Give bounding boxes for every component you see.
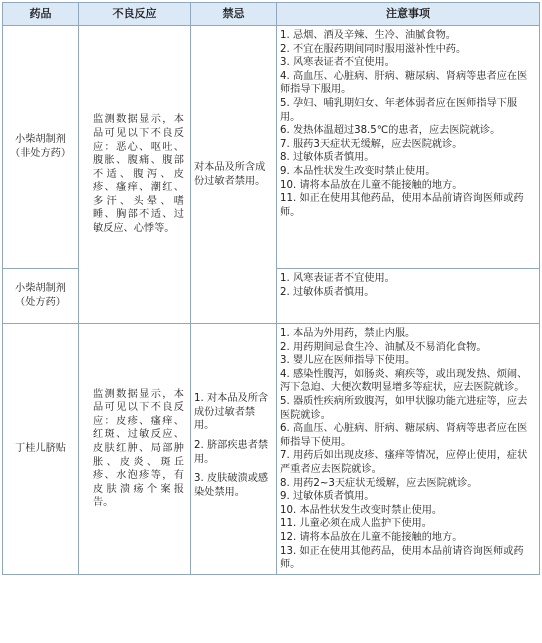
- list-item: 10. 本品性状发生改变时禁止使用。: [280, 504, 443, 516]
- list-item: 3. 风寒表证者不宜使用。: [280, 57, 395, 69]
- list-item: 2. 用药期间忌食生冷、油腻及不易消化食物。: [280, 341, 487, 353]
- precautions-list: [277, 324, 540, 575]
- list-item: 1. 本品为外用药，禁止内服。: [280, 328, 416, 339]
- list-item: 7. 用药后如出现皮疹、瘙痒等情况，应停止使用，症状严重者应去医院就诊。: [280, 450, 528, 475]
- list-item: 6. 发热体温超过38.5℃的患者，应去医院就诊。: [280, 125, 501, 137]
- list-item: 9. 本品性状发生改变时禁止使用。: [280, 165, 436, 177]
- list-item: 1. 忌烟、酒及辛辣、生冷、油腻食物。: [280, 30, 456, 41]
- list-item: 11. 儿童必须在成人监护下使用。: [280, 518, 432, 530]
- list-item: 2. 过敏体质者慎用。: [280, 286, 375, 298]
- list-item: 5. 器质性疾病所致腹泻，如甲状腺功能亢进症等，应去医院就诊。: [280, 395, 528, 421]
- drug-safety-table: [2, 2, 540, 575]
- list-item: 1. 风寒表证者不宜使用。: [280, 273, 395, 284]
- drug-name: 小柴胡制剂（非处方药）: [3, 26, 79, 269]
- list-item: 7. 服药3天症状无缓解，应去医院就诊。: [280, 138, 463, 150]
- list-item: 1. 对本品及所含成份过敏者禁用。: [194, 393, 269, 432]
- list-item: 13. 如正在使用其他药品，使用本品前请咨询医师或药师。: [280, 545, 524, 571]
- drug-name: 丁桂儿脐贴: [3, 324, 79, 575]
- precautions-list: [277, 269, 540, 324]
- precautions-list: [277, 26, 540, 269]
- list-item: 2. 脐部疾患者禁用。: [194, 440, 269, 465]
- list-item: 11. 如正在使用其他药品，使用本品前请咨询医师或药师。: [280, 193, 524, 218]
- drug-name: 小柴胡制剂（处方药）: [3, 269, 79, 324]
- list-item: 12. 请将本品放在儿童不能接触的地方。: [280, 531, 463, 543]
- list-item: 3. 婴儿应在医师指导下使用。: [280, 355, 416, 367]
- list-item: 6. 高血压、心脏病、肝病、糖尿病、肾病等患者应在医师指导下使用。: [280, 423, 528, 448]
- table-row: [3, 324, 540, 575]
- list-item: 8. 用药2~3天症状无缓解，应去医院就诊。: [280, 477, 478, 489]
- table-row: [3, 26, 540, 269]
- list-item: 4. 高血压、心脏病、肝病、糖尿病、肾病等患者应在医师指导下服用。: [280, 70, 528, 96]
- list-item: 3. 皮肤破溃或感染处禁用。: [194, 473, 269, 498]
- contraindications: 对本品及所含成份过敏者禁用。: [191, 26, 277, 324]
- adverse-reactions: 监测数据显示，本品可见以下不良反应：皮疹、瘙痒、红斑、过敏反应、皮肤红肿、局部肿胀、皮炎、斑丘疹、水泡疹等，有皮肤溃疡个案报告。: [79, 324, 191, 575]
- list-item: 4. 感染性腹泻，如肠炎、痢疾等，或出现发热、烦闹、泻下急迫、大便次数明显增多等症状，应去医院就诊。: [280, 368, 528, 394]
- list-item: 2. 不宜在服药期间同时服用滋补性中药。: [280, 43, 467, 55]
- contraindications-list: [191, 324, 277, 575]
- table-header-row: [3, 3, 540, 26]
- adverse-reactions: 监测数据显示，本品可见以下不良反应：恶心、呕吐、腹胀、腹痛、腹部不适、腹泻、皮疹、瘙痒、潮红、多汗、头晕、嗜睡、胸部不适、过敏反应、心悸等。: [79, 26, 191, 324]
- header-precautions: 注意事项: [277, 3, 540, 26]
- header-drug: 药品: [3, 3, 79, 26]
- list-item: 5. 孕妇、哺乳期妇女、年老体弱者应在医师指导下服用。: [280, 97, 518, 123]
- list-item: 8. 过敏体质者慎用。: [280, 152, 375, 164]
- list-item: 10. 请将本品放在儿童不能接触的地方。: [280, 179, 463, 191]
- header-adverse-reactions: 不良反应: [79, 3, 191, 26]
- list-item: 9. 过敏体质者慎用。: [280, 491, 375, 503]
- header-contraindications: 禁忌: [191, 3, 277, 26]
